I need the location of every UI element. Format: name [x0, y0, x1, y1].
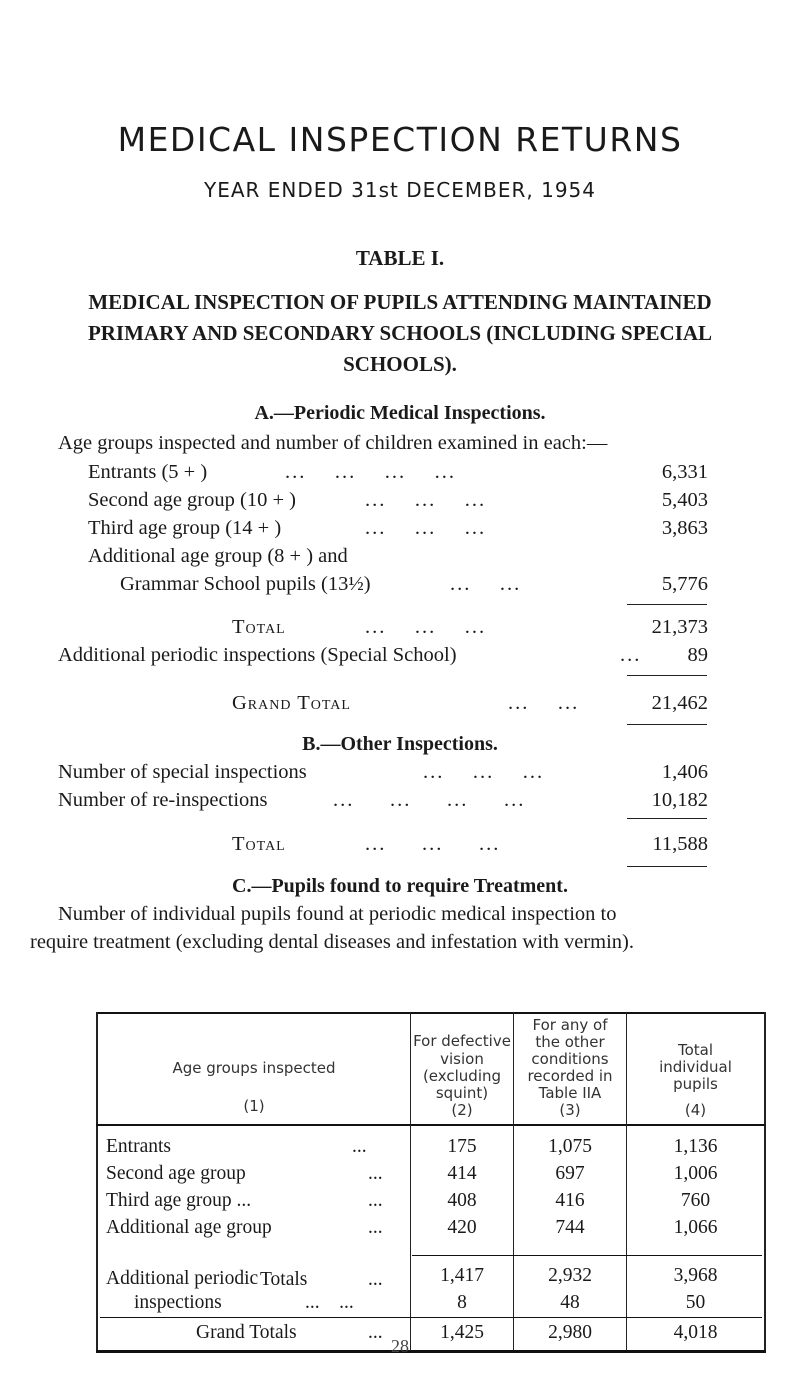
- leader-dots: ... ...: [508, 692, 580, 714]
- table-sum-rule: [412, 1255, 762, 1256]
- section-a-total-label: Total: [232, 616, 286, 638]
- leader-dots: ...: [620, 644, 642, 666]
- leader-dots: ... ...: [450, 573, 522, 595]
- table-header-col2-line: squint): [435, 1084, 489, 1102]
- section-a-row-label-cont: Grammar School pupils (13½): [120, 573, 371, 595]
- section-b-total-value: 11,588: [652, 833, 708, 855]
- section-a-row-label: Entrants (5 + ): [88, 461, 208, 483]
- page-number: 28: [391, 1336, 409, 1356]
- leader-dots: ... ...: [305, 1292, 354, 1313]
- table-cell: 1,136: [673, 1136, 718, 1157]
- leader-dots: ...: [368, 1163, 383, 1184]
- table-row-label: Entrants: [106, 1136, 171, 1157]
- table-header-col3-line: For any of: [532, 1016, 608, 1034]
- table-left-border: [96, 1012, 98, 1351]
- table-row-label: Second age group: [106, 1163, 246, 1184]
- sum-rule: [627, 604, 707, 605]
- section-a-title: A.—Periodic Medical Inspections.: [254, 402, 546, 424]
- section-a-row-value: 6,331: [661, 461, 708, 483]
- table-header-col4-line: individual: [659, 1058, 732, 1076]
- section-a-row-value: 5,776: [661, 573, 708, 595]
- leader-dots: ... ... ...: [365, 833, 501, 855]
- section-b-row-value: 10,182: [651, 789, 708, 811]
- table-header-col3-line: recorded in: [527, 1067, 613, 1085]
- table-cell: 4,018: [673, 1322, 718, 1343]
- section-a-intro: Age groups inspected and number of children examined in each:—: [58, 432, 608, 454]
- table-header-col2-line: For defective: [413, 1032, 511, 1050]
- section-c-para-line-2: require treatment (excluding dental diseases and infestation with vermin).: [30, 931, 634, 953]
- table-cell: 1,417: [440, 1265, 484, 1286]
- table-header-col3-line: the other: [535, 1033, 605, 1051]
- sum-rule: [627, 675, 707, 676]
- table-cell: 414: [447, 1163, 477, 1184]
- table-cell: 3,968: [673, 1265, 718, 1286]
- table-top-border: [96, 1012, 765, 1014]
- table-additional-label-cont: inspections: [134, 1292, 222, 1313]
- section-a-row-label: Second age group (10 + ): [88, 489, 296, 511]
- section-a-row-label: Third age group (14 + ): [88, 517, 282, 539]
- section-b-row-label: Number of special inspections: [58, 761, 307, 783]
- table-grand-label: Grand Totals: [196, 1322, 297, 1343]
- leader-dots: ... ... ...: [365, 616, 487, 638]
- table-cell: 175: [447, 1136, 477, 1157]
- table-header-col3-line: Table IIA: [538, 1084, 602, 1102]
- leader-dots: ...: [368, 1322, 383, 1343]
- section-a-row-value: 5,403: [661, 489, 708, 511]
- leader-dots: ... ... ... ...: [333, 789, 526, 811]
- table-header-divider: [96, 1124, 765, 1126]
- section-c-para-line-1: Number of individual pupils found at periodic medical inspection to: [58, 903, 617, 925]
- table-cell: 2,932: [548, 1265, 592, 1286]
- table-header-col1: Age groups inspected: [172, 1059, 336, 1077]
- heading-line-2: PRIMARY AND SECONDARY SCHOOLS (INCLUDING SPECIAL: [87, 321, 713, 345]
- leader-dots: ... ... ... ...: [285, 461, 456, 483]
- table-cell: 1,075: [548, 1136, 592, 1157]
- table-totals-label: Totals: [260, 1269, 308, 1290]
- table-row-label: Third age group ...: [106, 1190, 252, 1211]
- table-cell: 1,066: [673, 1217, 718, 1238]
- leader-dots: ... ... ...: [365, 489, 487, 511]
- section-a-total-value: 21,373: [651, 616, 708, 638]
- table-sum-rule: [100, 1317, 762, 1318]
- table-header-col2-line: vision: [440, 1050, 484, 1068]
- table-cell: 408: [447, 1190, 477, 1211]
- page-title: MEDICAL INSPECTION RETURNS: [117, 120, 683, 159]
- section-a-additional-value: 89: [687, 644, 708, 666]
- table-cell: 416: [555, 1190, 585, 1211]
- section-c-title: C.—Pupils found to require Treatment.: [232, 875, 568, 897]
- section-a-row-value: 3,863: [661, 517, 708, 539]
- table-header-col2-line: (excluding: [422, 1067, 502, 1085]
- sum-rule: [627, 866, 707, 867]
- table-additional-label: Additional periodic: [106, 1268, 259, 1289]
- section-b-title: B.—Other Inspections.: [302, 733, 498, 755]
- heading-line-1: MEDICAL INSPECTION OF PUPILS ATTENDING MAINTAINED: [88, 290, 712, 314]
- table-header-col3-line: conditions: [531, 1050, 609, 1068]
- leader-dots: ...: [368, 1190, 383, 1211]
- table-right-border: [764, 1012, 766, 1351]
- table-cell: 420: [447, 1217, 477, 1238]
- table-cell: 48: [560, 1292, 580, 1313]
- table-cell: 1,425: [440, 1322, 484, 1343]
- table-cell: 760: [680, 1190, 711, 1211]
- table-header-col4-line: Total: [677, 1041, 714, 1059]
- table-cell: 1,006: [673, 1163, 718, 1184]
- sum-rule: [627, 818, 707, 819]
- leader-dots: ...: [368, 1217, 383, 1238]
- leader-dots: ... ... ...: [365, 517, 487, 539]
- table-cell: 697: [555, 1163, 585, 1184]
- section-a-grand-total-label: Grand Total: [232, 692, 351, 714]
- table-header-col3-num: (3): [559, 1101, 581, 1119]
- table-header-col1-num: (1): [243, 1097, 265, 1115]
- table-header-col4-line: pupils: [673, 1075, 718, 1093]
- section-a-row-label: Additional age group (8 + ) and: [88, 545, 348, 567]
- page-subtitle: YEAR ENDED 31st DECEMBER, 1954: [203, 178, 596, 202]
- table-cell: 8: [457, 1292, 467, 1313]
- section-b-total-label: Total: [232, 833, 286, 855]
- table-cell: 50: [685, 1292, 706, 1313]
- table-label: TABLE I.: [355, 246, 445, 270]
- section-b-row-label: Number of re-inspections: [58, 789, 268, 811]
- section-b-row-value: 1,406: [661, 761, 708, 783]
- leader-dots: ...: [368, 1269, 383, 1290]
- table-header-col2-num: (2): [451, 1101, 473, 1119]
- table-row-label: Additional age group: [106, 1217, 272, 1238]
- sum-rule: [627, 724, 707, 725]
- table-cell: 744: [555, 1217, 585, 1238]
- leader-dots: ...: [352, 1136, 367, 1157]
- table-header-col4-num: (4): [684, 1101, 707, 1119]
- leader-dots: ... ... ...: [423, 761, 545, 783]
- section-a-grand-total-value: 21,462: [651, 692, 708, 714]
- table-cell: 2,980: [548, 1322, 592, 1343]
- section-a-additional-label: Additional periodic inspections (Special School): [58, 644, 457, 666]
- heading-line-3: SCHOOLS).: [343, 352, 457, 376]
